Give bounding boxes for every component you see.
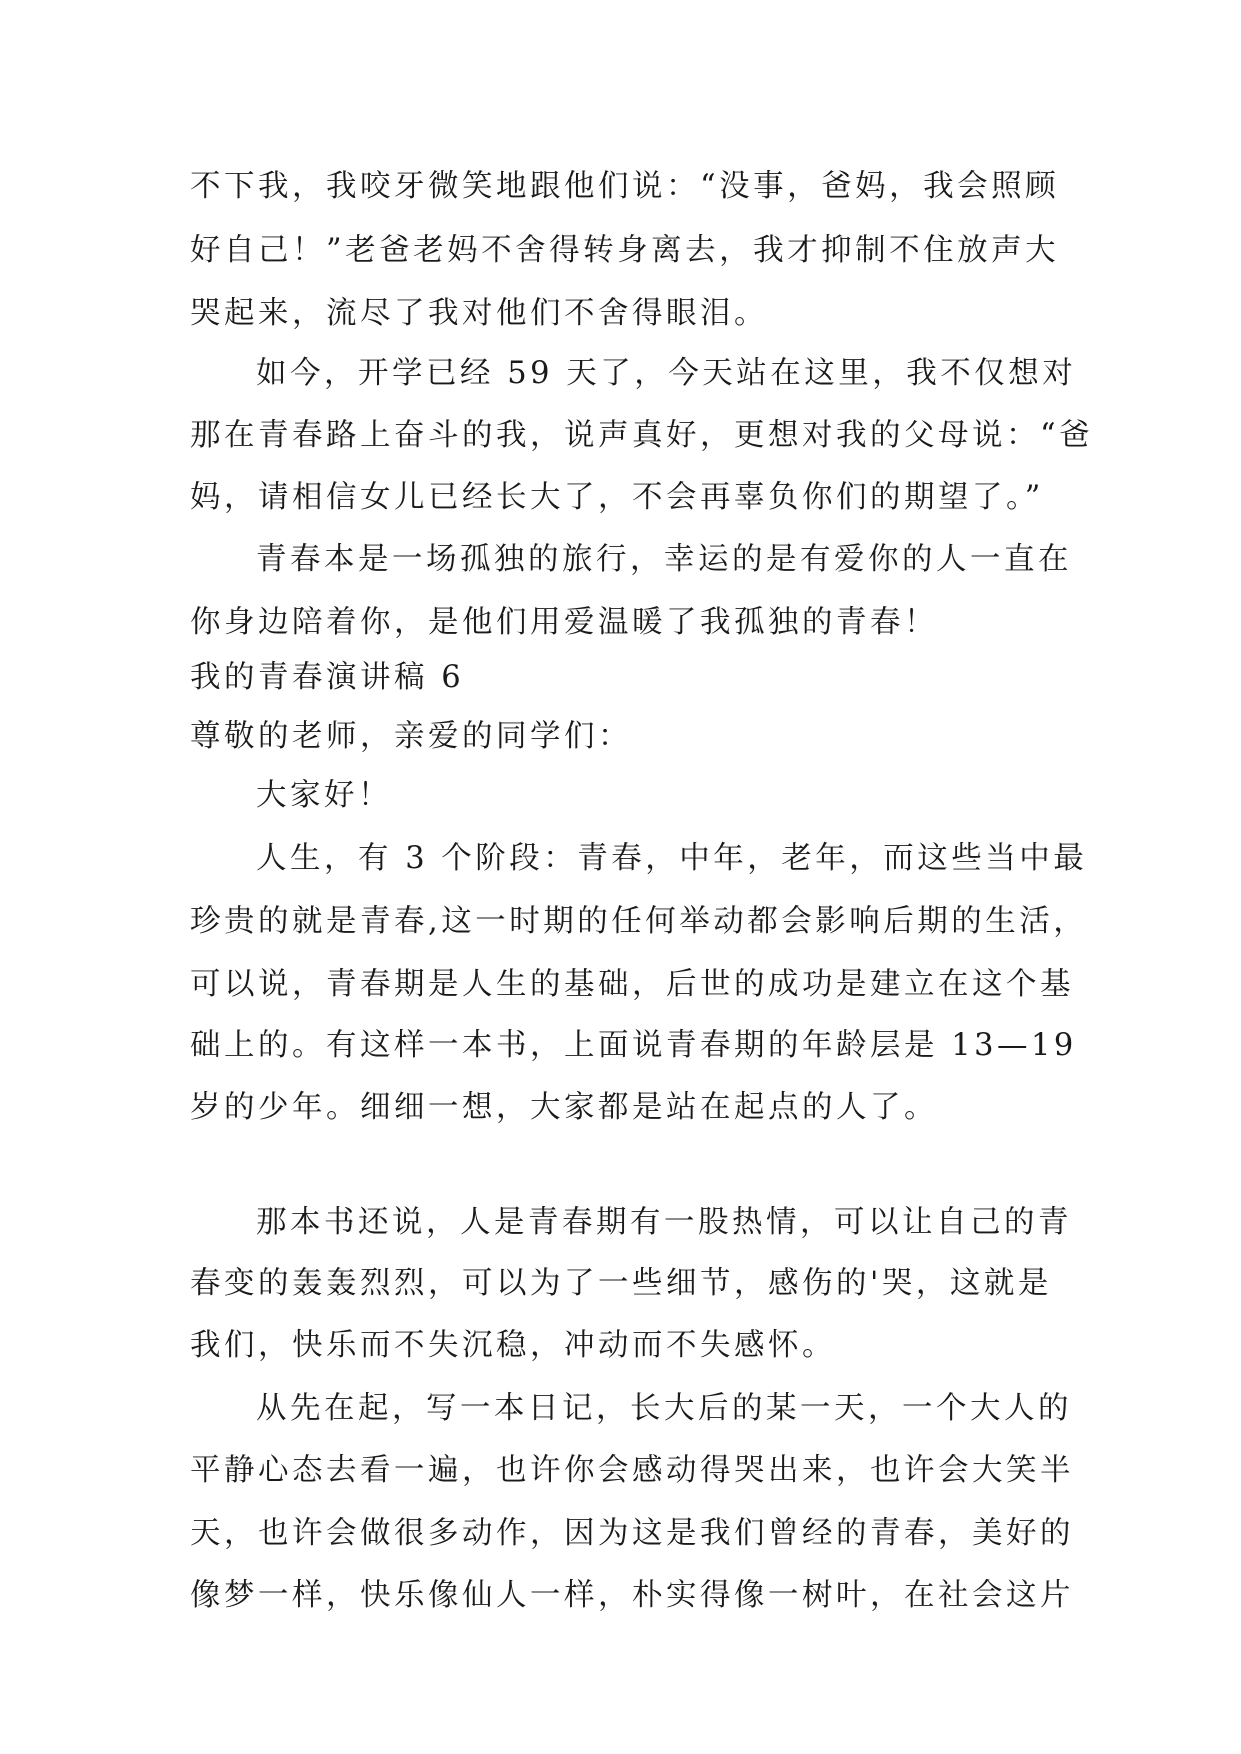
text-line-4: 如今，开学已经 59 天了，今天站在这里，我不仅想对 [256,356,1077,391]
text-line-19: 我们，快乐而不失沉稳，冲动而不失感怀。 [190,1328,836,1363]
text-line-20: 从先在起，写一本日记，长大后的某一天，一个大人的 [256,1391,1072,1426]
text-line-6: 妈，请相信女儿已经长大了，不会再辜负你们的期望了。” [190,480,1044,515]
text-line-13: 珍贵的就是青春,这一时期的任何举动都会影响后期的生活， [190,904,1088,939]
text-line-14: 可以说，青春期是人生的基础，后世的成功是建立在这个基 [190,967,1074,1002]
text-line-7: 青春本是一场孤独的旅行，幸运的是有爱你的人一直在 [256,542,1072,577]
text-line-1: 不下我，我咬牙微笑地跟他们说：“没事，爸妈，我会照顾 [190,169,1060,204]
text-line-2: 好自己！”老爸老妈不舍得转身离去，我才抑制不住放声大 [190,233,1060,268]
text-line-23: 像梦一样，快乐像仙人一样，朴实得像一树叶，在社会这片 [190,1578,1074,1613]
greeting: 大家好！ [256,778,392,813]
section-title: 我的青春演讲稿 6 [190,660,465,695]
text-line-22: 天，也许会做很多动作，因为这是我们曾经的青春，美好的 [190,1516,1074,1551]
text-line-5: 那在青春路上奋斗的我，说声真好，更想对我的父母说：“爸 [190,418,1094,453]
salutation: 尊敬的老师，亲爱的同学们： [190,719,632,754]
text-line-16: 岁的少年。细细一想，大家都是站在起点的人了。 [190,1090,938,1125]
text-line-8: 你身边陪着你，是他们用爱温暖了我孤独的青春！ [190,605,938,640]
text-line-17: 那本书还说，人是青春期有一股热情，可以让自己的青 [256,1205,1072,1240]
text-line-15: 础上的。有这样一本书，上面说青春期的年龄层是 13—19 [190,1028,1077,1063]
text-line-12: 人生，有 3 个阶段：青春，中年，老年，而这些当中最 [256,841,1088,876]
text-line-18: 春变的轰轰烈烈，可以为了一些细节，感伤的'哭，这就是 [190,1266,1052,1301]
text-line-3: 哭起来，流尽了我对他们不舍得眼泪。 [190,296,768,331]
text-line-21: 平静心态去看一遍，也许你会感动得哭出来，也许会大笑半 [190,1453,1074,1488]
